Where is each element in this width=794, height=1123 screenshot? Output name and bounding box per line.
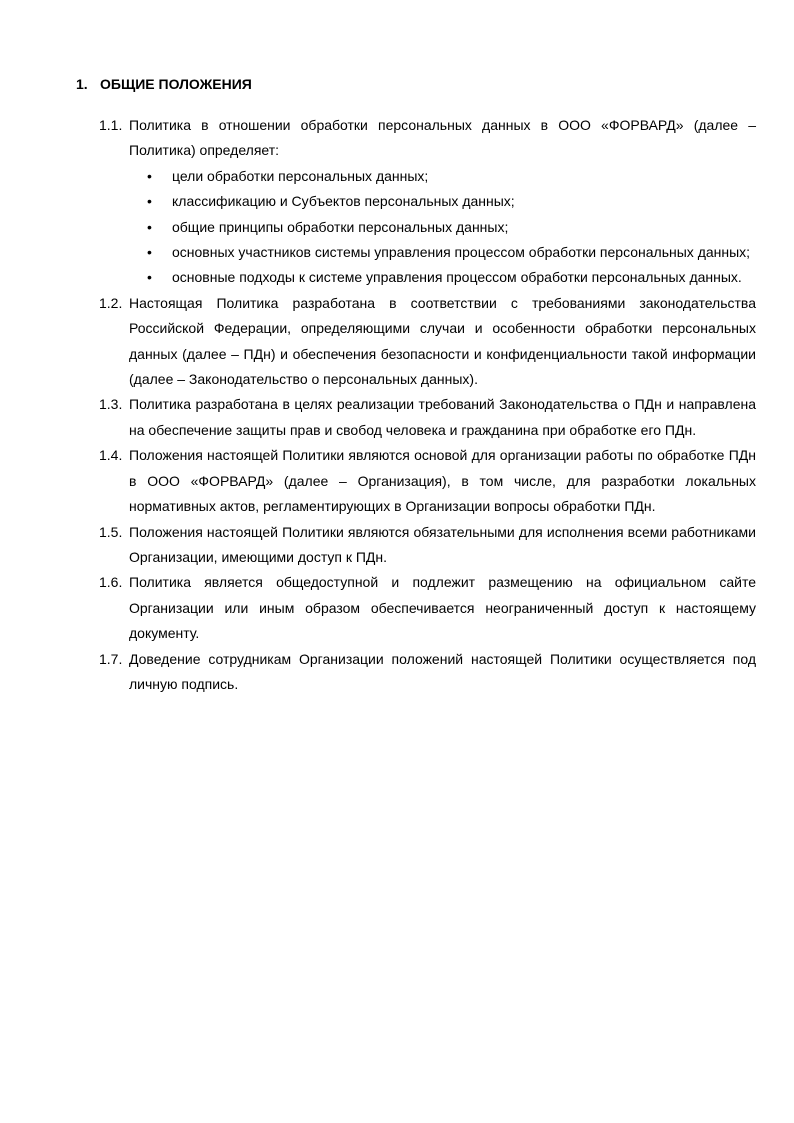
- section-heading: [76, 74, 252, 94]
- clause-1-6: [99, 570, 756, 646]
- section-title: ОБЩИЕ ПОЛОЖЕНИЯ: [100, 76, 252, 92]
- clause-number: 1.2.: [99, 294, 123, 311]
- list-item: [129, 240, 756, 265]
- list-item: [129, 215, 756, 240]
- clause-number: 1.6.: [99, 574, 123, 591]
- clause-text: Положения настоящей Политики являются основой для организации работы по обработке ПДн в ООО «ФОРВАРД» (далее – Организация), в том числе, для разработки локальных нормативных актов, регламентирующих в Организации вопросы обработки ПДн.: [129, 447, 756, 515]
- clause-text: Политика является общедоступной и подлежит размещению на официальном сайте Организации или иным образом обеспечивается неограниченный доступ к настоящему документу.: [129, 574, 756, 642]
- clause-text: Настоящая Политика разработана в соответствии с требованиями законодательства Российской Федерации, определяющими случаи и особенности обработки персональных данных (далее – ПДн) и обеспечения безопасности и конфиденциальности такой информации (далее – Законодательство о персональных данных).: [129, 294, 756, 388]
- list-item: [129, 265, 756, 290]
- clause-number: 1.7.: [99, 650, 123, 667]
- bullet-icon: •: [147, 167, 152, 184]
- list-item-text: основные подходы к системе управления процессом обработки персональных данных.: [172, 269, 742, 286]
- clause-text: Положения настоящей Политики являются обязательными для исполнения всеми работниками Организации, имеющими доступ к ПДн.: [129, 523, 756, 565]
- clause-number: 1.4.: [99, 447, 123, 464]
- list-item: [129, 189, 756, 214]
- clause-number: 1.3.: [99, 396, 123, 413]
- bullet-icon: •: [147, 193, 152, 210]
- clause-text: Доведение сотрудникам Организации положений настоящей Политики осуществляется под личную подпись.: [129, 650, 756, 692]
- bullet-icon: •: [147, 269, 152, 286]
- clause-text: Политика разработана в целях реализации требований Законодательства о ПДн и направлена на обеспечение защиты прав и свобод человека и гражданина при обработке его ПДн.: [129, 396, 756, 438]
- section-content: [99, 113, 756, 697]
- clause-1-3: [99, 392, 756, 443]
- clause-number: 1.1.: [99, 117, 123, 133]
- list-item: [129, 164, 756, 189]
- list-item-text: классификацию и Субъектов персональных данных;: [172, 193, 515, 210]
- clause-1-4: [99, 443, 756, 519]
- clause-1-2: [99, 291, 756, 393]
- clause-number: 1.5.: [99, 523, 123, 540]
- clause-1-1: [99, 113, 756, 291]
- section-number: 1.: [76, 76, 88, 92]
- clause-1-7: [99, 647, 756, 698]
- bullet-icon: •: [147, 218, 152, 235]
- bullet-icon: •: [147, 244, 152, 261]
- list-item-text: цели обработки персональных данных;: [172, 167, 429, 184]
- list-item-text: общие принципы обработки персональных данных;: [172, 218, 509, 235]
- clause-1-5: [99, 520, 756, 571]
- bullet-list: [129, 164, 756, 291]
- list-item-text: основных участников системы управления процессом обработки персональных данных;: [172, 244, 751, 261]
- clause-text: Политика в отношении обработки персональных данных в ООО «ФОРВАРД» (далее – Политика) определяет:: [129, 117, 756, 159]
